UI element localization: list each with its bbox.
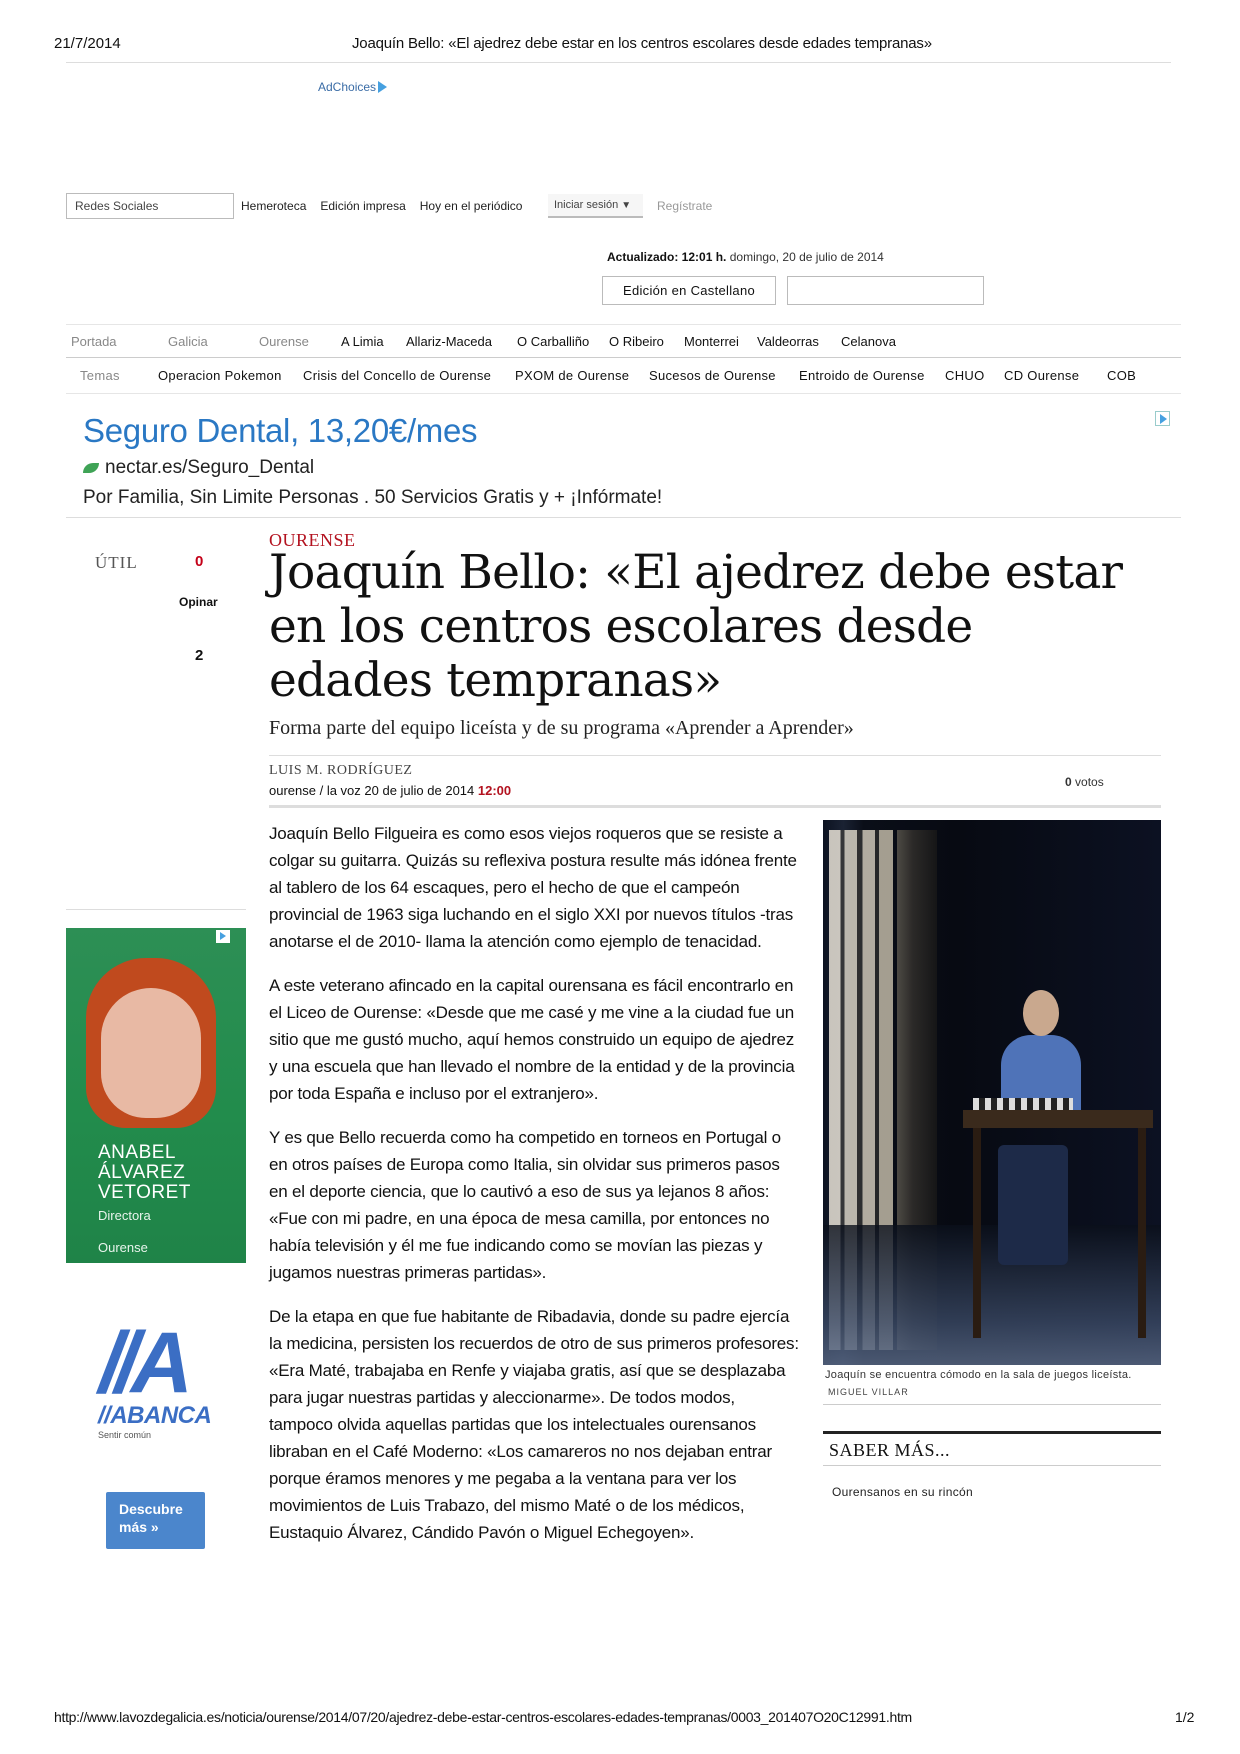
caption-divider [823,1404,1161,1405]
abanca-logo[interactable]: //A [99,1315,185,1411]
abanca-name: //ABANCA [98,1402,212,1429]
update-date: domingo, 20 de julio de 2014 [729,250,884,264]
comment-button[interactable]: Opinar [179,595,218,609]
banner-face [101,988,201,1118]
votes-label: votos [1075,775,1104,789]
related-link[interactable]: Ourensanos en su rincón [832,1485,973,1499]
votes-count: 0 [1065,775,1072,789]
link-edicion-impresa[interactable]: Edición impresa [320,199,406,213]
article-paragraph: Joaquín Bello Filgueira es como esos viejos roqueros que se resiste a colgar su guitarra. Quizás su reflexiva postura resulte más idónea frente al tablero de los 64 escaques, pero el hecho de que el campeón provincial de 1963 siga luchando en el siglo XXI por nuevos títulos -tras anotarse el de 2010- llama la atención como ejemplo de tenacidad. [269,824,797,951]
adchoices-icon[interactable] [216,930,230,943]
banner-name-line: ANABEL [98,1142,176,1163]
related-title: SABER MÁS... [829,1440,951,1460]
banner-name-line: ÁLVAREZ [98,1162,186,1183]
link-hoy-periodico[interactable]: Hoy en el periódico [419,199,523,213]
nav-portada[interactable]: Portada [71,334,117,349]
photo-table [963,1110,1153,1128]
dateline-time: 12:00 [477,783,512,798]
banner-ad[interactable] [66,928,246,1263]
nav-ourense[interactable]: Ourense [259,334,309,349]
banner-place: Ourense [98,1240,148,1255]
header-divider [66,62,1171,63]
update-info [607,250,884,264]
topic-entroido[interactable]: Entroido de Ourense [799,368,925,383]
adchoices-icon[interactable] [1155,411,1170,426]
descubre-line: más » [119,1519,159,1535]
article-paragraph: Y es que Bello recuerda como ha competido en torneos en Portugal o en otros países de Europa como Italia, sin olvidar sus primeros pasos en el deporte ciencia, que lo cautivó a eso de sus ya lejanos 8 años: «Fue con mi padre, en una época de mesa camilla, por entonces no había televisión y él me fue indicando como se movían las piezas y jugamos nuestras primeras partidas». [269,1128,781,1282]
comment-count: 2 [195,647,204,664]
banner-role: Directora [98,1208,151,1223]
nav-a-limia[interactable]: A Limia [341,334,384,349]
chevron-down-icon: ▼ [621,200,632,211]
topic-sucesos[interactable]: Sucesos de Ourense [649,368,776,383]
link-hemeroteca[interactable]: Hemeroteca [241,199,307,213]
adchoices-icon [378,81,387,93]
topic-operacion-pokemon[interactable]: Operacion Pokemon [158,368,282,383]
top-links [241,199,522,213]
article-paragraph: A este veterano afincado en la capital ourensana es fácil encontrarlo en el Liceo de Ourense: «Desde que me casé y me vine a la ciudad fue un sitio que me gustó mucho, aquí hemos construido un equipo de ajedrez y una escuela que han llevado el nombre de la entidad y de la provincia por toda España e incluso por el extranjero». [269,976,795,1103]
abanca-tagline: Sentir común [98,1430,152,1440]
topics-label: Temas [80,368,120,383]
social-networks-dropdown[interactable]: Redes Sociales [66,193,234,219]
text-ad-url-label: nectar.es/Seguro_Dental [105,457,315,478]
useful-count: 0 [195,553,204,570]
banner-name [98,1143,191,1203]
text-ad-description: Por Familia, Sin Limite Personas . 50 Servicios Gratis y + ¡Infórmate! [83,487,663,508]
article-paragraph: De la etapa en que fue habitante de Ribadavia, donde su padre ejercía la medicina, persisten los recuerdos de otro de sus primeros profesores: «Era Maté, trabajaba en Renfe y viajaba gratis, así que se desplazaba para jugar nuestras partidas y aleccionarme». De todos modos, tampoco olvida aquellas partidas que los intelectuales ourensanos libraban en el Café Moderno: «Los camareros no nos dejaban entrar porque éramos menores y me pegaba a la ventana para ver los movimientos de Luis Trabazo, del mismo Maté o de los médicos, Eustaquio Álvarez, Cándido Pavón o Miguel Echegoyen». [269,1307,799,1542]
primary-nav [66,324,1181,358]
votes [1065,775,1104,789]
article-headline: Joaquín Bello: «El ajedrez debe estar en los centros escolares desde edades tempranas» [269,545,1123,708]
print-page-number: 1/2 [1175,1709,1195,1725]
print-url: http://www.lavozdegalicia.es/noticia/ourense/2014/07/20/ajedrez-debe-estar-centros-escolares-edades-tempranas/0003_201407O20C12991.htm [54,1709,912,1725]
topics-nav [66,360,1181,394]
topic-cob[interactable]: COB [1107,368,1137,383]
adchoices-link[interactable] [318,80,387,94]
subtitle-divider [269,755,1161,756]
sidebar-divider [66,909,246,910]
nav-celanova[interactable]: Celanova [841,334,896,349]
text-ad-url[interactable] [83,457,314,479]
ad-divider [66,517,1181,518]
banner-name-line: VETORET [98,1182,191,1203]
register-link[interactable]: Regístrate [657,199,713,213]
descubre-line: Descubre [119,1501,183,1517]
photo-person-head [1023,990,1059,1036]
login-button[interactable] [548,194,643,218]
adchoices-label: AdChoices [318,80,377,94]
meta-divider [269,805,1161,808]
topic-pxom[interactable]: PXOM de Ourense [515,368,630,383]
photo-floor [823,1225,1161,1365]
nav-o-ribeiro[interactable]: O Ribeiro [609,334,664,349]
photo-table-leg [1138,1128,1146,1338]
article-subtitle: Forma parte del equipo liceísta y de su programa «Aprender a Aprender» [269,717,854,739]
nav-galicia[interactable]: Galicia [168,334,208,349]
related-divider [823,1465,1161,1466]
descubre-button[interactable] [106,1492,205,1549]
nav-o-carballino[interactable]: O Carballiño [517,334,590,349]
useful-button[interactable]: ÚTIL [95,553,138,572]
topic-cd-ourense[interactable]: CD Ourense [1004,368,1080,383]
nav-valdeorras[interactable]: Valdeorras [757,334,819,349]
article-photo[interactable] [823,820,1161,1365]
photo-person-legs [998,1145,1068,1265]
nav-allariz-maceda[interactable]: Allariz-Maceda [406,334,492,349]
nav-monterrei[interactable]: Monterrei [684,334,739,349]
related-top-rule [823,1431,1161,1434]
text-ad-title[interactable]: Seguro Dental, 13,20€/mes [83,412,478,449]
photo-caption: Joaquín se encuentra cómodo en la sala de juegos liceísta. [825,1369,1132,1381]
article-author[interactable]: LUIS M. RODRÍGUEZ [269,763,413,778]
update-label: Actualizado: 12:01 h. [607,250,727,264]
topic-chuo[interactable]: CHUO [945,368,985,383]
print-title: Joaquín Bello: «El ajedrez debe estar en los centros escolares desde edades tempranas» [352,35,932,52]
photo-credit: MIGUEL VILLAR [828,1387,909,1397]
print-date: 21/7/2014 [54,35,121,52]
login-label: Iniciar sesión [554,199,619,211]
article-body [269,820,799,1563]
photo-chessboard [973,1098,1073,1110]
photo-table-leg [973,1128,981,1338]
leaf-icon [83,463,99,473]
dateline-text: ourense / la voz 20 de julio de 2014 [269,783,475,798]
topic-crisis-concello[interactable]: Crisis del Concello de Ourense [303,368,492,383]
search-input[interactable] [787,276,984,305]
edition-button[interactable]: Edición en Castellano [602,276,776,305]
article-dateline [269,783,511,798]
section-label[interactable]: OURENSE [269,530,356,550]
